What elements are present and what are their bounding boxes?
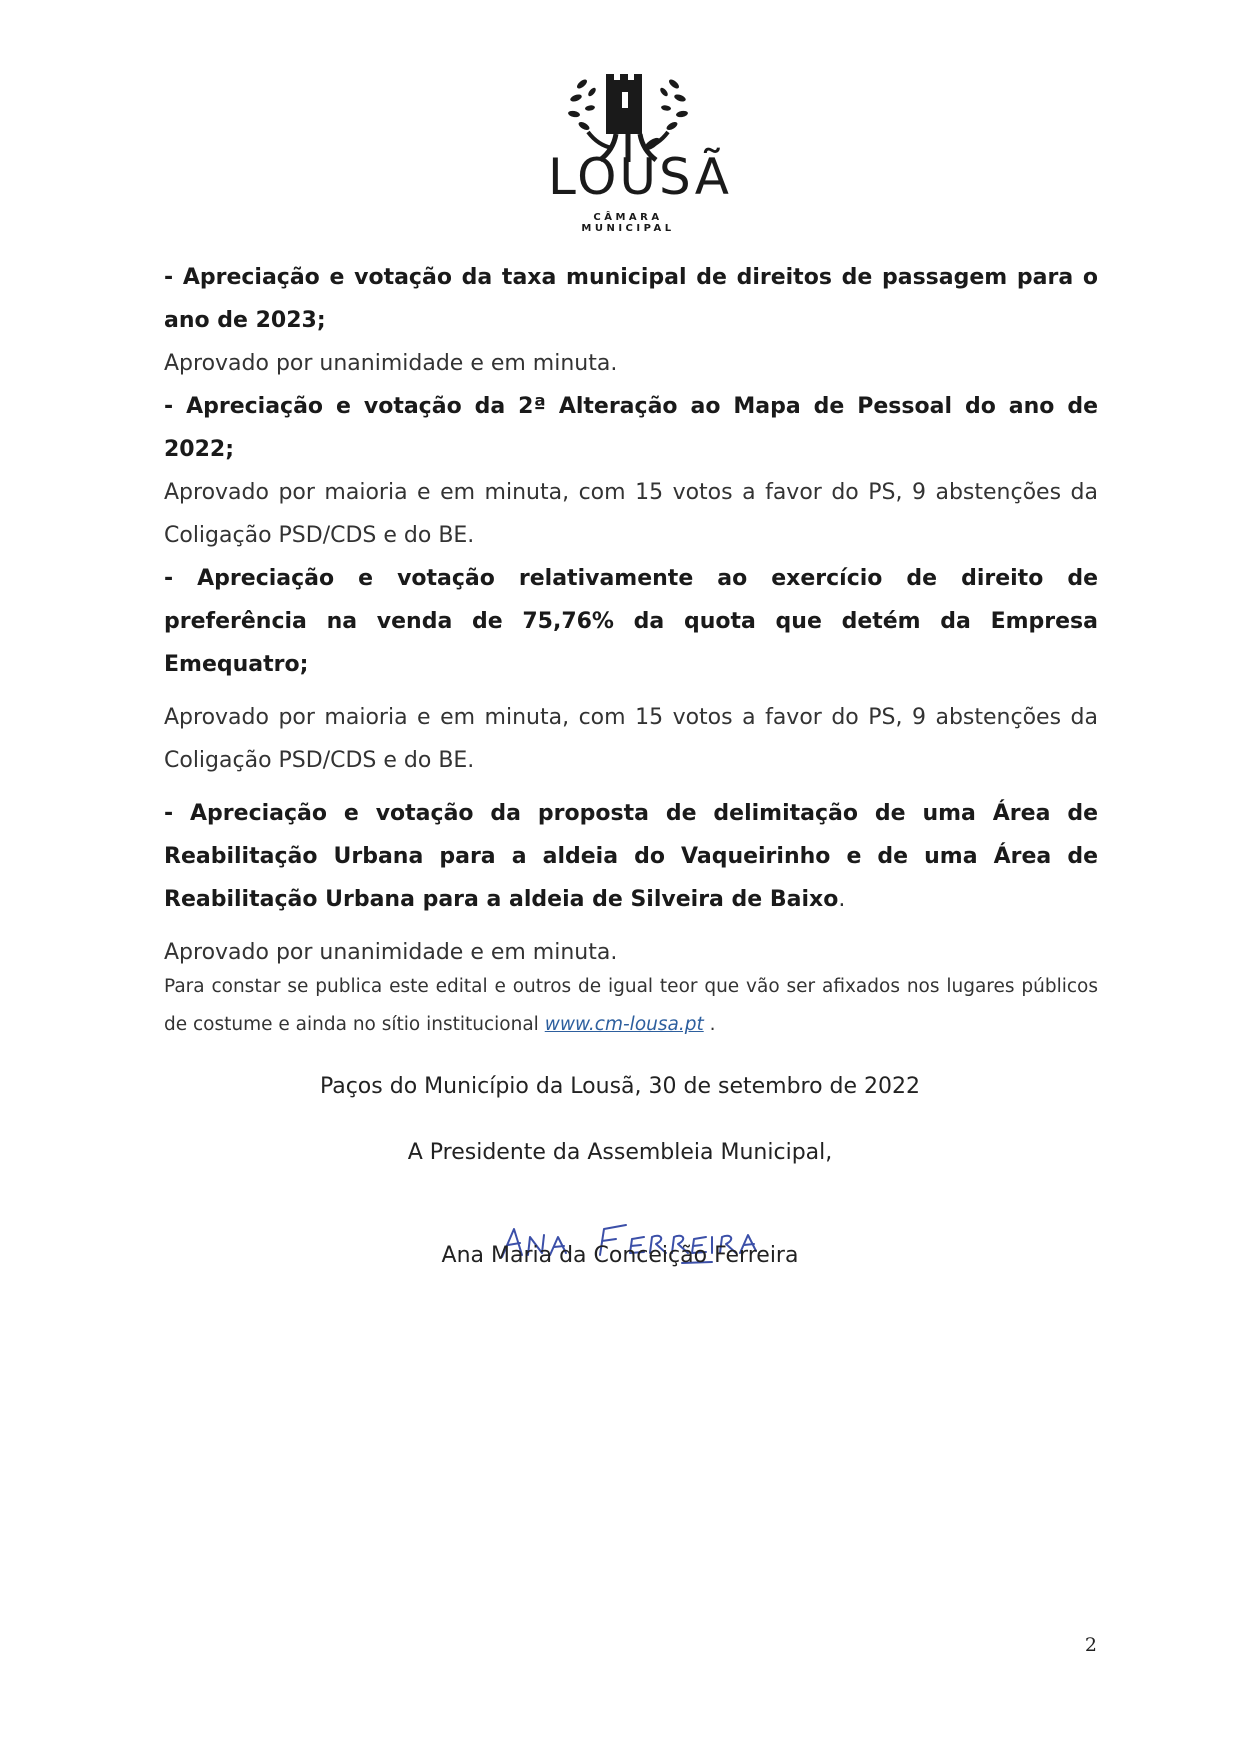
page-number: 2 xyxy=(1084,1634,1097,1656)
item-1-result: Aprovado por unanimidade e em minuta. xyxy=(164,351,618,376)
closing-paragraph xyxy=(164,968,1098,1044)
closing-end: . xyxy=(703,1014,716,1035)
logo-subtitle: CÂMARA MUNICIPAL xyxy=(581,212,675,234)
signatory-name: Ana Maria da Conceição Ferreira xyxy=(441,1243,799,1268)
place-date: Paços do Município da Lousã, 30 de setembro de 2022 xyxy=(319,1074,921,1099)
item-2-title: - Apreciação e votação da 2ª Alteração ao Mapa de Pessoal do ano de 2022; xyxy=(164,394,1098,462)
logo-wordmark: LOUSÃ xyxy=(548,148,732,206)
signatory-role: A Presidente da Assembleia Municipal, xyxy=(407,1140,833,1165)
municipal-logo xyxy=(548,62,732,234)
item-1-title: - Apreciação e votação da taxa municipal de direitos de passagem para o ano de 2023; xyxy=(164,265,1098,333)
item-4-result: Aprovado por unanimidade e em minuta. xyxy=(164,940,618,965)
item-4-title xyxy=(164,792,1098,921)
item-3-result: Aprovado por maioria e em minuta, com 15 votos a favor do PS, 9 abstenções da Coligação PSD/CDS e do BE. xyxy=(164,705,1098,773)
website-link[interactable]: www.cm-lousa.pt xyxy=(544,1014,704,1035)
item-3-title: - Apreciação e votação relativamente ao exercício de direito de preferência na venda de 75,76% da quota que detém da Empresa Emequatro; xyxy=(164,566,1098,677)
item-2-result: Aprovado por maioria e em minuta, com 15 votos a favor do PS, 9 abstenções da Coligação PSD/CDS e do BE. xyxy=(164,480,1098,548)
item-4-title-text: - Apreciação e votação da proposta de delimitação de uma Área de Reabilitação Urbana para a aldeia do Vaqueirinho e de uma Área de Reabilitação Urbana para a aldeia de Silveira de Baixo xyxy=(164,801,1098,912)
closing-text: Para constar se publica este edital e outros de igual teor que vão ser afixados nos lugares públicos de costume e ainda no sítio institucional xyxy=(164,976,1098,1035)
item-4-title-end: . xyxy=(838,887,846,912)
agenda-items xyxy=(164,256,1098,974)
